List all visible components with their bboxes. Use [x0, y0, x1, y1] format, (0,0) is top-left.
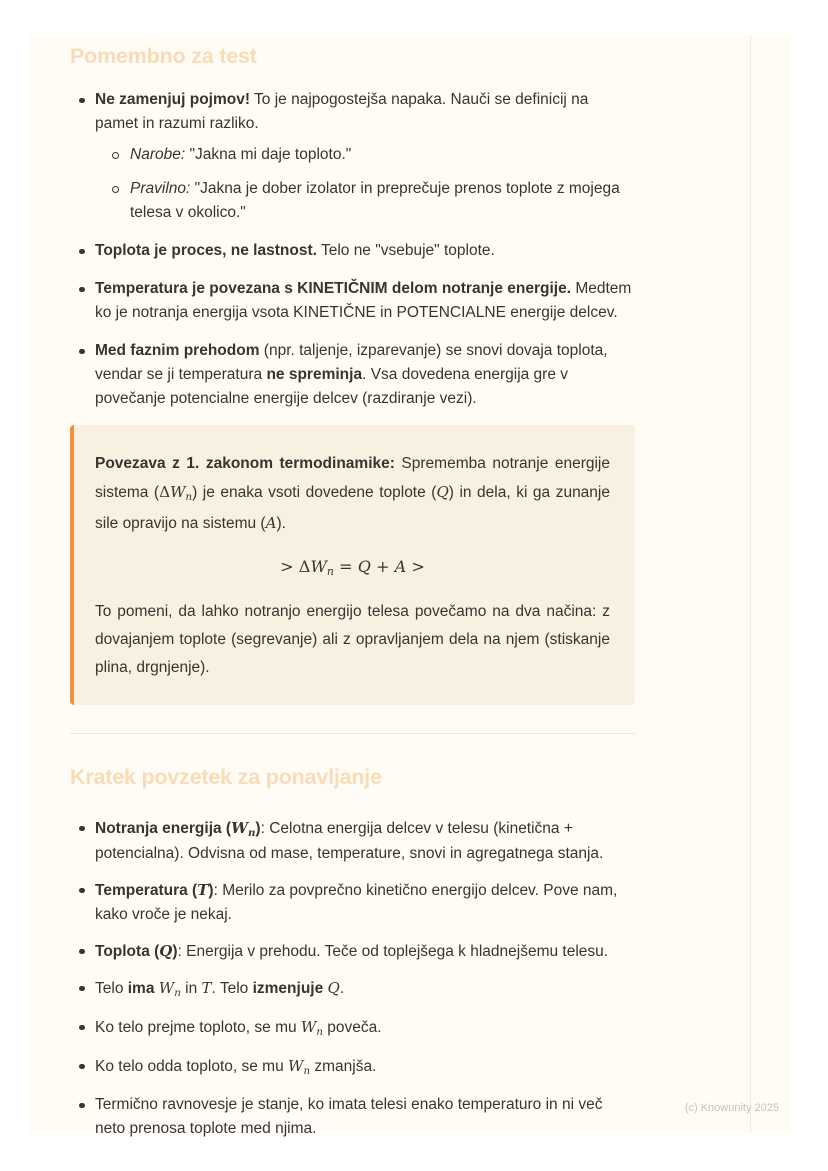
sub-list-item — [95, 143, 635, 167]
list-item-text: Temperatura je povezana s KINETIČNIM delom notranje energije. Medtem ko je notranja energija vsota KINETIČNE in POTENCIALNE energije delcev. — [95, 280, 632, 321]
sub-bullet-list — [95, 143, 635, 225]
document-content — [70, 45, 635, 1153]
bullet-list-important — [70, 88, 635, 411]
callout-paragraph: Povezava z 1. zakonom termodinamike: Sprememba notranje energije sistema $(\Delta W_n)$ je enaka vsoti dovedene toplote (Q) in dela, ki ga zunanje sile opravijo na sistemu (A). — [95, 455, 610, 532]
list-item — [70, 339, 635, 411]
list-item — [70, 1093, 635, 1141]
callout-paragraph: To pomeni, da lahko notranjo energijo telesa povečamo na dva načina: z dovajanjem toplote (segrevanje) ali z opravljanjem dela na njem (stiskanje plina, drgnjenje). — [95, 603, 610, 676]
list-item-text: Narobe: "Jakna mi daje toploto." — [130, 146, 352, 163]
list-item — [70, 88, 635, 225]
divider — [70, 733, 635, 734]
sub-list-item — [95, 177, 635, 225]
formula-first-law: > $\Delta W_n = Q + A$ > — [280, 557, 425, 579]
list-item — [70, 239, 635, 263]
list-item — [70, 976, 635, 1003]
list-item — [70, 277, 635, 325]
list-item-text: Ko telo odda toploto, se mu $W_n$ zmanjša. — [95, 1057, 377, 1078]
callout-box — [70, 425, 635, 705]
list-item-text: Telo ima $W_n$ in T. Telo izmenjuje Q. — [95, 979, 345, 1000]
document-page — [28, 35, 790, 1137]
list-item-text: Ko telo prejme toploto, se mu $W_n$ poveča. — [95, 1018, 382, 1039]
list-item-text: Temperatura (T): Merilo za povprečno kinetično energijo delcev. Pove nam, kako vroče je nekaj. — [95, 881, 618, 923]
bullet-list-summary — [70, 816, 635, 1141]
page-edge-line — [750, 35, 751, 1133]
list-item-text: Notranja energija $(W_n)$: Celotna energija delcev v telesu (kinetična + potencialna). Odvisna od mase, temperature, snovi in agregatnega stanja. — [95, 819, 604, 862]
list-item-text: Toplota je proces, ne lastnost. Telo ne "vsebuje" toplote. — [95, 242, 495, 259]
list-item — [70, 1054, 635, 1081]
section-title-kratek-povzetek: Kratek povzetek za ponavljanje — [70, 765, 382, 789]
section-title-pomembno-za-test: Pomembno za test — [70, 44, 257, 68]
list-item-text: Med faznim prehodom (npr. taljenje, izparevanje) se snovi dovaja toplota, vendar se ji temperatura ne spreminja. Vsa dovedena energija gre v povečanje potencialne energije delcev (razdiranje vezi). — [95, 342, 608, 407]
list-item-text: Ne zamenjuj pojmov! To je najpogostejša napaka. Nauči se definicij na pamet in razumi razliko. — [95, 91, 589, 132]
list-item — [70, 816, 635, 866]
list-item-text: Toplota (Q): Energija v prehodu. Teče od toplejšega k hladnejšemu telesu. — [95, 942, 609, 960]
list-item — [70, 939, 635, 964]
list-item — [70, 1015, 635, 1042]
list-item-text: Termično ravnovesje je stanje, ko imata telesi enako temperaturo in ni več neto prenosa toplote med njima. — [95, 1096, 603, 1137]
list-item-text: Pravilno: "Jakna je dober izolator in preprečuje prenos toplote z mojega telesa v okolico." — [130, 180, 620, 221]
watermark: (c) Knowunity 2025 — [684, 1102, 779, 1114]
list-item — [70, 878, 635, 927]
